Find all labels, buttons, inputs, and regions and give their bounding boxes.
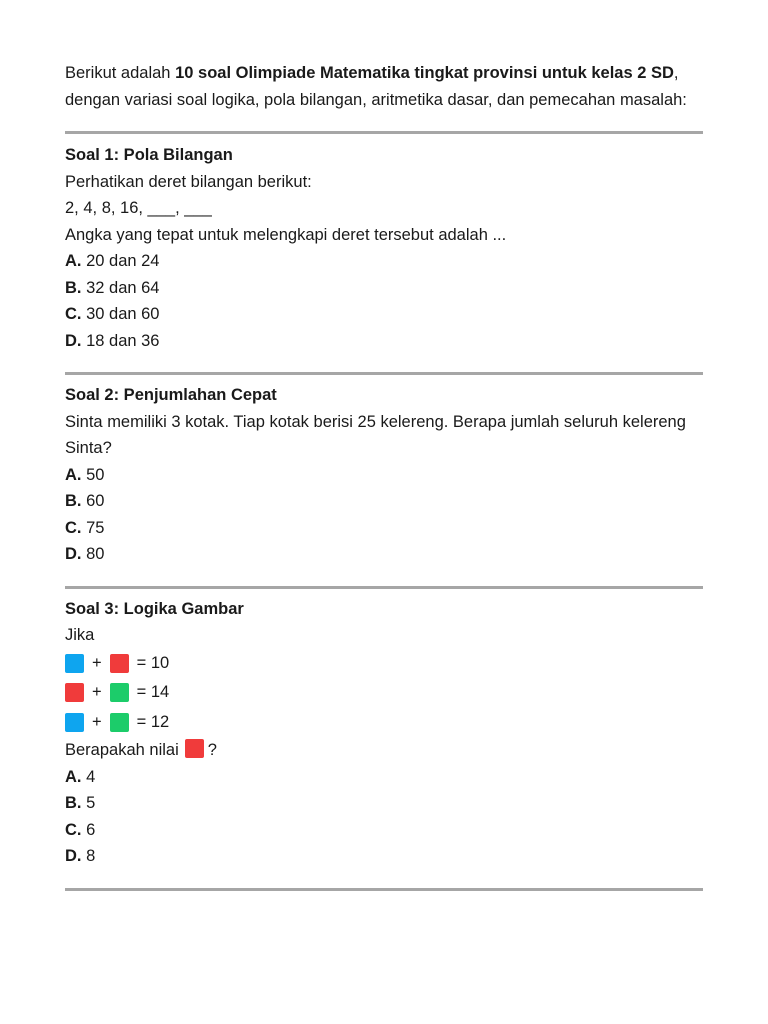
option-d bbox=[65, 541, 705, 568]
option-letter: B. bbox=[65, 278, 82, 297]
option-text: 80 bbox=[81, 545, 105, 563]
plus-sign: + bbox=[92, 712, 102, 731]
option-text: 30 dan 60 bbox=[81, 305, 160, 323]
question-title: Soal 2: Penjumlahan Cepat bbox=[65, 386, 277, 404]
question-text bbox=[65, 737, 705, 764]
option-a bbox=[65, 764, 705, 791]
green-square-icon bbox=[110, 713, 129, 732]
blue-square-icon bbox=[65, 654, 84, 673]
question-1 bbox=[65, 142, 705, 354]
option-d bbox=[65, 843, 705, 870]
question-text: Angka yang tepat untuk melengkapi deret tersebut adalah ... bbox=[65, 225, 507, 244]
green-square-icon bbox=[110, 683, 129, 702]
red-square-icon bbox=[110, 654, 129, 673]
option-a bbox=[65, 462, 705, 489]
option-c bbox=[65, 515, 705, 542]
question-text: Sinta memiliki 3 kotak. Tiap kotak berisi 25 kelereng. Berapa jumlah seluruh kelereng Sinta? bbox=[65, 412, 686, 457]
option-text: 75 bbox=[81, 518, 105, 537]
question-text: Jika bbox=[65, 626, 95, 644]
ask-prefix: Berapakah nilai bbox=[65, 741, 179, 759]
document-page bbox=[65, 60, 705, 891]
divider bbox=[65, 131, 703, 134]
equation-result: = 14 bbox=[136, 683, 170, 701]
option-letter: D. bbox=[65, 331, 82, 350]
blue-square-icon bbox=[65, 713, 84, 732]
option-letter: D. bbox=[65, 847, 82, 865]
equation-2 bbox=[65, 678, 705, 708]
intro-bold: 10 soal Olimpiade Matematika tingkat provinsi untuk kelas 2 SD bbox=[175, 64, 674, 82]
option-letter: C. bbox=[65, 820, 82, 839]
option-b bbox=[65, 488, 705, 515]
option-text: 60 bbox=[81, 492, 105, 510]
option-text: 32 dan 64 bbox=[81, 278, 160, 297]
red-square-icon bbox=[65, 683, 84, 702]
option-c bbox=[65, 817, 705, 844]
plus-sign: + bbox=[92, 653, 102, 672]
option-letter: B. bbox=[65, 794, 82, 812]
question-2 bbox=[65, 382, 705, 568]
divider bbox=[65, 888, 703, 891]
intro-prefix: Berikut adalah bbox=[65, 64, 176, 82]
option-a bbox=[65, 248, 705, 275]
option-letter: A. bbox=[65, 767, 82, 786]
equation-result: = 10 bbox=[136, 653, 170, 672]
intro-suffix: , dengan variasi soal logika, pola bilangan, aritmetika dasar, dan pemecahan masalah: bbox=[65, 64, 687, 109]
ask-suffix: ? bbox=[207, 741, 217, 759]
divider bbox=[65, 372, 703, 375]
option-letter: B. bbox=[65, 492, 82, 510]
option-letter: D. bbox=[65, 545, 82, 563]
divider bbox=[65, 586, 703, 589]
plus-sign: + bbox=[92, 683, 102, 701]
option-text: 8 bbox=[81, 847, 96, 865]
question-title: Soal 1: Pola Bilangan bbox=[65, 146, 233, 164]
option-c bbox=[65, 301, 705, 328]
option-text: 18 dan 36 bbox=[81, 331, 160, 350]
equation-1 bbox=[65, 649, 705, 679]
number-sequence: 2, 4, 8, 16, ___, ___ bbox=[65, 199, 212, 217]
red-square-icon bbox=[185, 739, 204, 758]
option-text: 5 bbox=[81, 794, 96, 812]
option-text: 20 dan 24 bbox=[81, 252, 160, 270]
option-b bbox=[65, 790, 705, 817]
intro-paragraph bbox=[65, 60, 705, 113]
option-letter: A. bbox=[65, 465, 82, 484]
option-d bbox=[65, 328, 705, 355]
option-letter: A. bbox=[65, 252, 82, 270]
question-3 bbox=[65, 596, 705, 870]
option-text: 6 bbox=[81, 820, 96, 839]
question-title: Soal 3: Logika Gambar bbox=[65, 599, 244, 618]
option-letter: C. bbox=[65, 518, 82, 537]
option-b bbox=[65, 275, 705, 302]
equation-result: = 12 bbox=[136, 712, 170, 731]
option-text: 50 bbox=[81, 465, 105, 484]
option-letter: C. bbox=[65, 305, 82, 323]
question-text: Perhatikan deret bilangan berikut: bbox=[65, 172, 312, 191]
equation-3 bbox=[65, 708, 705, 738]
option-text: 4 bbox=[81, 767, 96, 786]
